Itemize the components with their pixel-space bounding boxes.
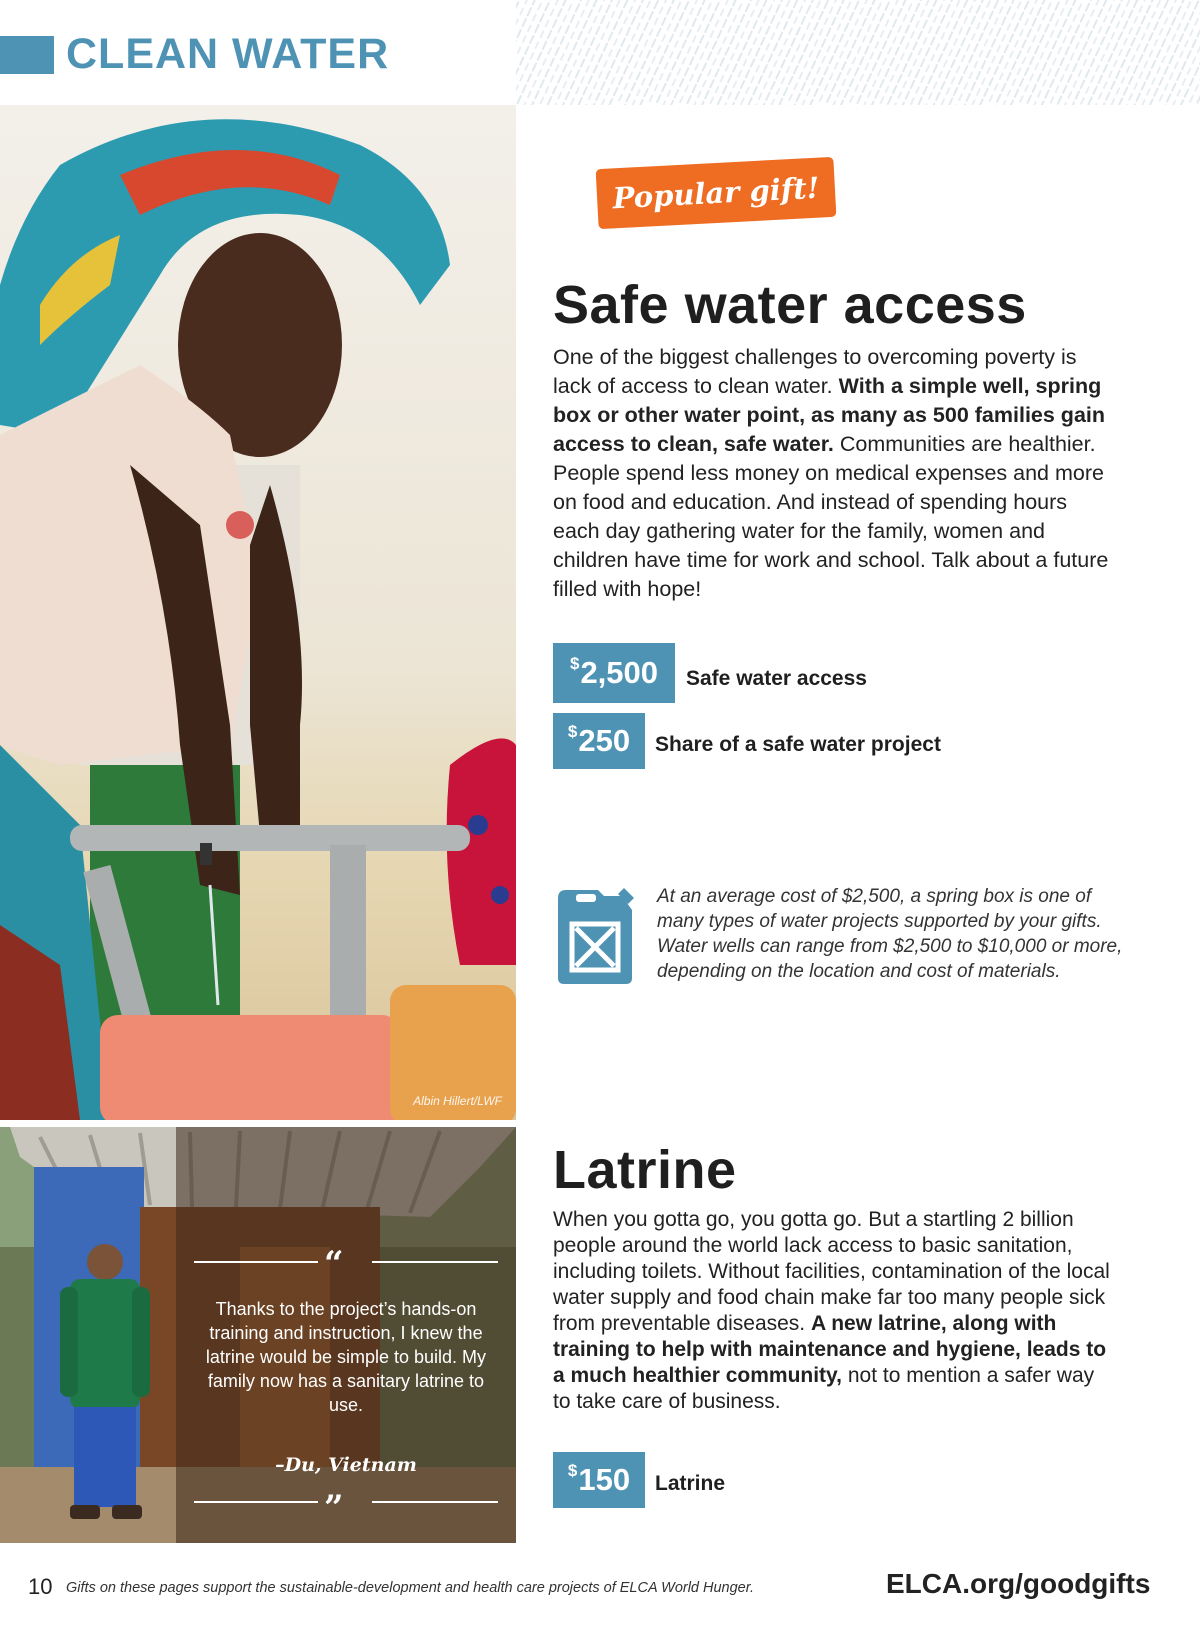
quote-divider [372,1261,498,1263]
water-project-cost-note: At an average cost of $2,500, a spring box is one of many types of water projects supported by your gifts. Water wells can range from $2,500 to $10,000 or more, depending on the location and cost of materials. [657,886,1123,982]
close-quote-mark: ” [324,1488,344,1528]
quote-text: Thanks to the project’s hands-on training and instruction, I knew the latrine would be simple to build. My family now has a sanitary latrine to use. [205,1299,487,1415]
water-jerrycan-icon [552,884,636,986]
footer-note: Gifts on these pages support the sustainable-development and health care projects of ELCA World Hunger. [66,1580,755,1596]
photo-girl-at-water-pump [0,105,516,1120]
body-text: When you gotta go, you gotta go. But a startling 2 billion people around the world lack access to basic sanitation, including toilets. Without facilities, contamination of the local water supply and food chain make far too many people sick from preventable diseases. [553,1208,1110,1335]
section-title: CLEAN WATER [66,30,390,78]
quote-panel [176,1127,516,1543]
body-text: One of the biggest challenges to overcoming poverty is lack of access to clean water. [553,345,1077,398]
body-bold-text: A new latrine, along with training to help with maintenance and hygiene, leads to a much healthier community, [553,1312,1107,1387]
quote-divider [194,1501,318,1503]
quote-divider [194,1261,318,1263]
photo-man-at-latrine [0,1127,516,1543]
popular-gift-badge: Popular gift! [596,157,837,229]
open-quote-mark: “ [324,1244,344,1284]
price-tag-safe-water [553,643,675,703]
quote-attribution: –Du, Vietnam [275,1454,417,1476]
latrine-heading: Latrine [553,1140,737,1200]
price-label-safe-water: Safe water access [686,667,867,690]
page-number: 10 [28,1574,53,1599]
photo-credit: Albin Hillert/LWF [413,1094,502,1108]
safe-water-heading: Safe water access [553,275,1027,335]
decorative-pattern [516,0,1200,105]
body-text: not to mention a safer way to take care of business. [553,1364,1095,1413]
body-text: Communities are healthier. People spend less money on medical expenses and more on food and education. And instead of spending hours each day gathering water for the family, women and children have time for work and school. Talk about a future filled with hope! [553,432,1109,601]
quote-divider [372,1501,498,1503]
price-label-share-water-project: Share of a safe water project [655,733,941,756]
safe-water-description [553,343,1113,604]
price-currency: $ [567,1461,578,1480]
price-amount: 2,500 [580,655,659,690]
price-tag-latrine [553,1452,645,1508]
price-currency: $ [569,654,580,673]
footer-website-link[interactable]: ELCA.org/goodgifts [886,1568,1151,1599]
price-amount: 150 [578,1462,631,1497]
price-currency: $ [567,722,578,741]
price-tag-share-water-project [553,713,645,769]
section-color-bar [0,36,54,74]
latrine-description [553,1207,1113,1415]
price-amount: 250 [578,723,631,758]
body-bold-text: With a simple well, spring box or other water point, as many as 500 families gain access to clean, safe water. [553,374,1106,456]
price-label-latrine: Latrine [655,1472,726,1495]
